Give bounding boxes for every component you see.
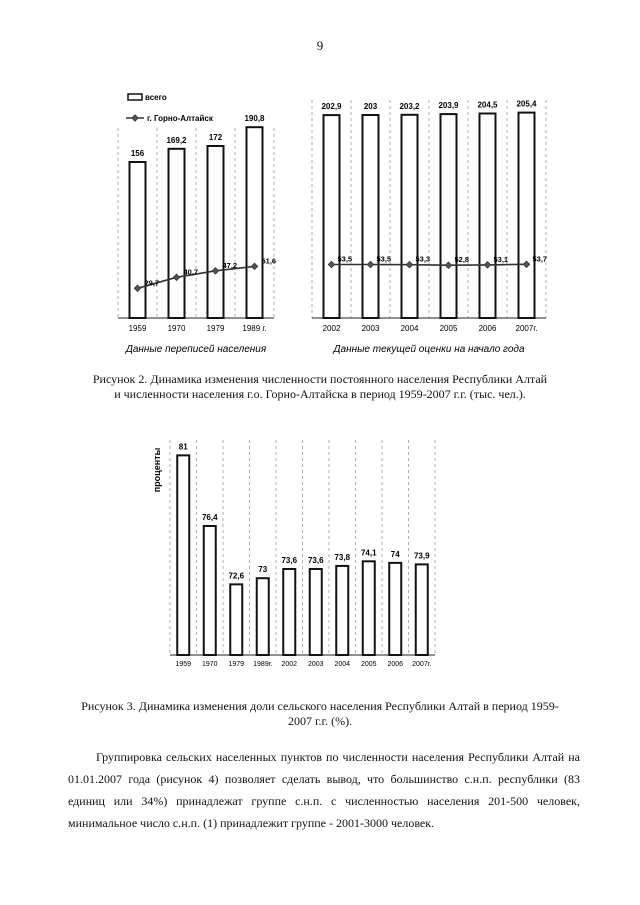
x-tick-label: 2002 bbox=[322, 324, 341, 333]
bar-data-label: 203,2 bbox=[399, 101, 420, 111]
legend-label: всего bbox=[145, 93, 167, 102]
bar-data-label: 76,4 bbox=[201, 513, 218, 522]
bar bbox=[169, 149, 185, 318]
line-data-label: 53,5 bbox=[337, 254, 353, 264]
x-tick-label: 2007г. bbox=[515, 324, 538, 333]
line-data-label: 29,7 bbox=[144, 278, 160, 288]
bar-data-label: 74,1 bbox=[360, 548, 377, 558]
bar bbox=[204, 526, 216, 655]
line-data-label: 47,2 bbox=[222, 260, 238, 270]
x-tick-label: 2006 bbox=[387, 661, 404, 668]
bar-data-label: 72,6 bbox=[228, 571, 245, 581]
page-number: 9 bbox=[316, 38, 324, 53]
x-tick-label: 2002 bbox=[281, 661, 298, 668]
x-tick-label: 2003 bbox=[307, 661, 324, 668]
x-tick-label: 1970 bbox=[201, 661, 218, 668]
x-tick-label: 1989 г. bbox=[242, 324, 267, 333]
bar bbox=[324, 115, 340, 318]
panel-subtitle: Данные переписей населения bbox=[125, 344, 267, 355]
bar bbox=[283, 569, 295, 655]
x-tick-label: 2007г. bbox=[412, 661, 432, 668]
line-data-label: 51,6 bbox=[261, 256, 277, 266]
bar-data-label: 156 bbox=[130, 149, 145, 158]
bar-data-label: 169,2 bbox=[166, 135, 187, 145]
bar bbox=[257, 578, 269, 655]
body-paragraph: Группировка сельских населенных пунктов по численности населения Республики Алтай на 01.01.2007 года (рисунок 4) позволяет сделать вывод, что большинство с.н.п. республики (83 единиц или 34%) принадлежат группе с.н.п. с численностью населения 201-500 человек, минимальное число с.н.п. (1) принадлежит группе - 2001-3000 человек. bbox=[68, 750, 580, 830]
bar-data-label: 172 bbox=[208, 133, 223, 142]
bar bbox=[208, 146, 224, 318]
panel-subtitle: Данные текущей оценки на начало года bbox=[333, 344, 525, 355]
bar-data-label: 73,9 bbox=[413, 551, 430, 561]
bar bbox=[363, 561, 375, 655]
bar bbox=[519, 113, 535, 318]
x-tick-label: 2005 bbox=[439, 324, 458, 333]
x-tick-label: 2006 bbox=[478, 324, 497, 333]
x-tick-label: 1959 bbox=[175, 661, 192, 668]
line-series-goal bbox=[332, 264, 527, 265]
x-tick-label: 2004 bbox=[400, 324, 419, 333]
bar-data-label: 204,5 bbox=[477, 100, 498, 110]
bar bbox=[441, 114, 457, 318]
line-data-label: 53,7 bbox=[532, 254, 548, 264]
line-data-label: 40,7 bbox=[183, 267, 199, 277]
bar-data-label: 203,9 bbox=[438, 101, 459, 111]
bar-data-label: 73,8 bbox=[334, 552, 351, 562]
x-tick-label: 1959 bbox=[128, 324, 147, 333]
bar-data-label: 74 bbox=[390, 549, 400, 559]
legend-bar-swatch bbox=[128, 94, 142, 100]
figure-3-caption: Рисунок 3. Динамика изменения доли сельского населения Республики Алтай в период 1959-2007 г.г. (%). bbox=[81, 699, 559, 728]
bar-data-label: 81 bbox=[178, 442, 188, 452]
x-tick-label: 2005 bbox=[360, 661, 377, 668]
bar-data-label: 202,9 bbox=[321, 102, 342, 112]
y-axis-label: проценты bbox=[152, 447, 162, 493]
bar bbox=[480, 114, 496, 319]
x-tick-label: 1979 bbox=[206, 324, 225, 333]
x-tick-label: 1979 bbox=[228, 661, 245, 668]
legend-diamond-marker bbox=[132, 115, 138, 121]
line-data-label: 53,5 bbox=[376, 254, 392, 264]
bar bbox=[389, 563, 401, 655]
x-tick-label: 2004 bbox=[334, 661, 351, 668]
line-data-label: 53,3 bbox=[415, 254, 431, 264]
bar bbox=[177, 455, 189, 655]
bar-data-label: 203 bbox=[363, 102, 378, 111]
legend-label: г. Горно-Алтайск bbox=[147, 114, 213, 123]
bar-data-label: 73,6 bbox=[281, 556, 298, 565]
bar bbox=[416, 564, 428, 655]
x-tick-label: 1970 bbox=[167, 324, 186, 333]
bar-data-label: 205,4 bbox=[516, 99, 537, 109]
x-tick-label: 2003 bbox=[361, 324, 380, 333]
line-data-label: 53,1 bbox=[493, 254, 509, 264]
line-data-label: 52,8 bbox=[454, 255, 470, 265]
bar bbox=[363, 115, 379, 318]
bar bbox=[336, 566, 348, 655]
figure-2-caption: Рисунок 2. Динамика изменения численности постоянного населения Республики Алтай и численности населения г.о. Горно-Алтайска в период 1959-2007 г.г. (тыс. чел.). bbox=[92, 372, 548, 401]
bar-data-label: 73,6 bbox=[307, 556, 324, 565]
bar bbox=[310, 569, 322, 655]
bar-data-label: 190,8 bbox=[244, 114, 265, 124]
bar-data-label: 73 bbox=[258, 565, 268, 575]
bar bbox=[247, 127, 263, 318]
bar bbox=[230, 584, 242, 655]
bar bbox=[130, 162, 146, 318]
x-tick-label: 1989г. bbox=[253, 661, 273, 668]
bar bbox=[402, 115, 418, 318]
